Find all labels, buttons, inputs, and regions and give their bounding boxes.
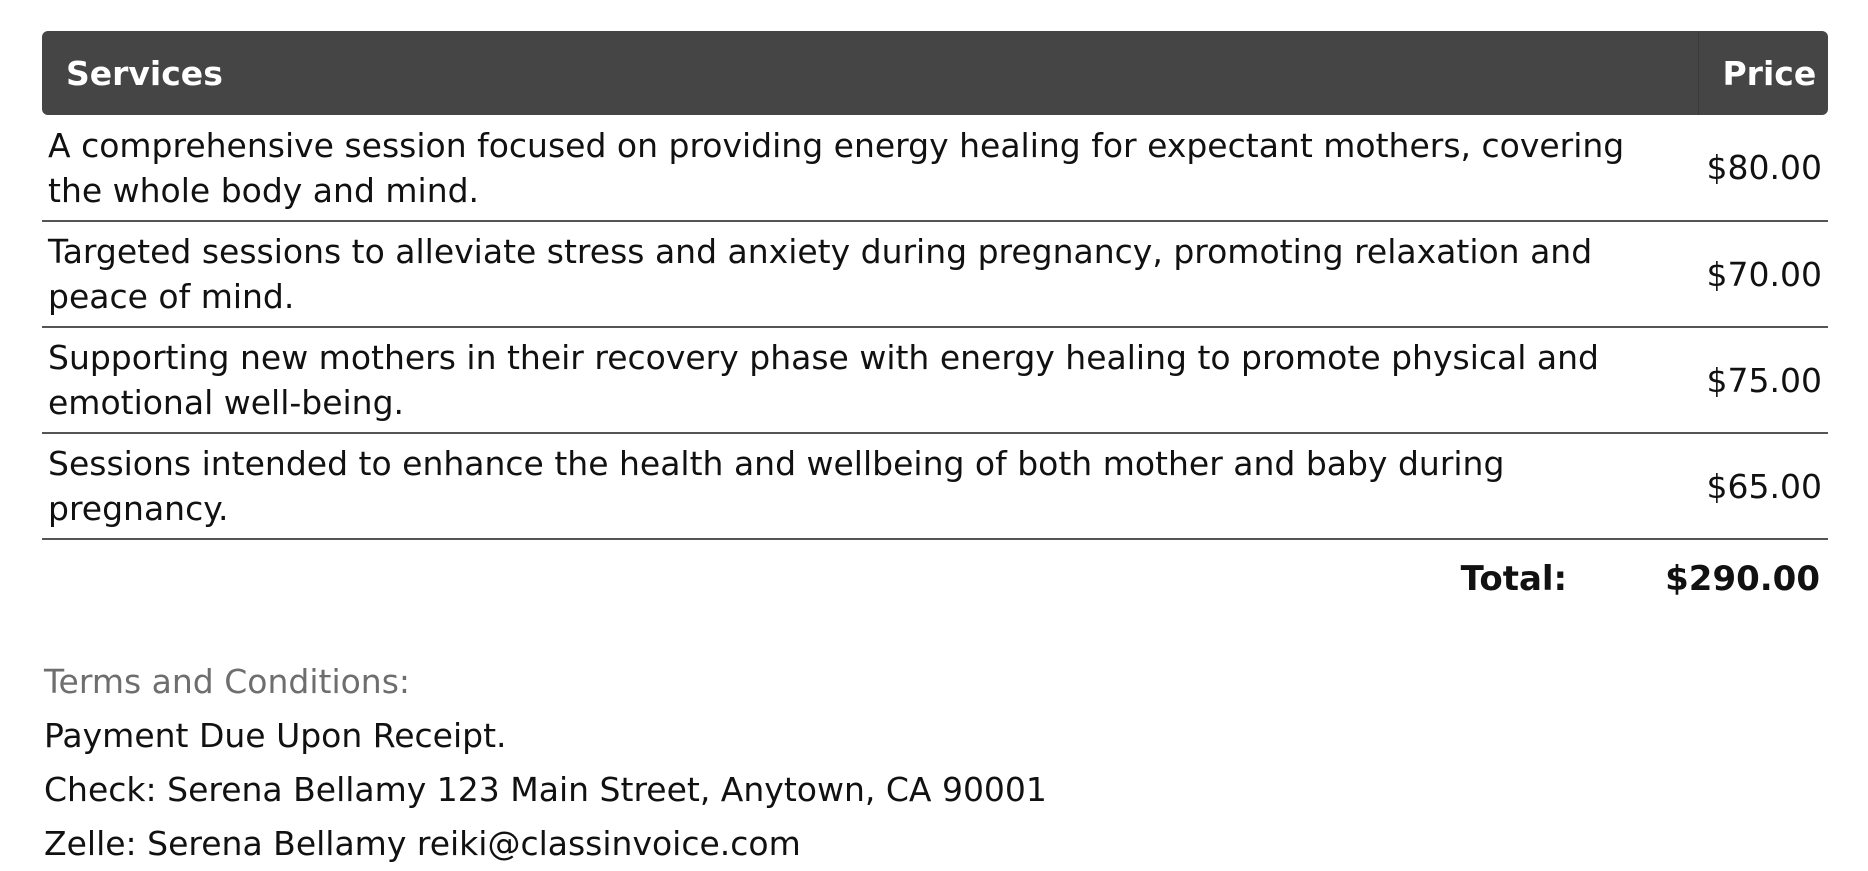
table-row [42,327,1828,433]
service-description: Sessions intended to enhance the health and wellbeing of both mother and baby during pregnancy. [42,433,1698,539]
terms-section [44,655,1047,871]
table-row [42,433,1828,539]
services-column-header: Services [42,31,1698,115]
terms-check-payment: Check: Serena Bellamy 123 Main Street, Anytown, CA 90001 [44,770,1047,809]
service-price: $70.00 [1698,221,1828,327]
service-description: Supporting new mothers in their recovery phase with energy healing to promote physical and emotional well-being. [42,327,1698,433]
table-row [42,115,1828,221]
service-description: Targeted sessions to alleviate stress and anxiety during pregnancy, promoting relaxation and peace of mind. [42,221,1698,327]
service-price: $65.00 [1698,433,1828,539]
table-body [42,115,1828,539]
services-table [42,31,1828,540]
total-label: Total: [1460,559,1568,599]
table-header-row [42,31,1828,115]
total-row [1461,554,1820,604]
total-value: $290.00 [1665,559,1820,599]
terms-zelle-payment: Zelle: Serena Bellamy reiki@classinvoice.com [44,824,801,863]
service-price: $75.00 [1698,327,1828,433]
table-row [42,221,1828,327]
table-header [42,31,1828,115]
price-column-header: Price [1698,31,1828,115]
terms-payment-due: Payment Due Upon Receipt. [44,716,507,755]
service-description: A comprehensive session focused on providing energy healing for expectant mothers, covering the whole body and mind. [42,115,1698,221]
terms-title: Terms and Conditions: [44,662,411,701]
service-price: $80.00 [1698,115,1828,221]
